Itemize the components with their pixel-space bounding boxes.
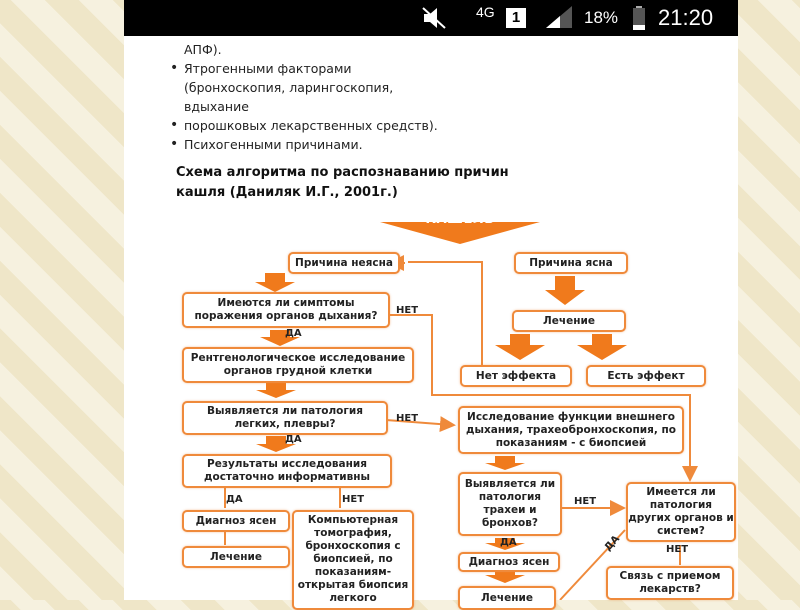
box-no-effect: Нет эффекта xyxy=(460,365,572,387)
label-no-2: НЕТ xyxy=(396,413,419,424)
clock: 21:20 xyxy=(658,5,714,30)
caption-line-2: кашля (Даниляк И.Г., 2001г.) xyxy=(176,185,398,200)
bullet-text: (бронхоскопия, ларингоскопия, xyxy=(184,80,394,95)
box-diagnosis-clear-left: Диагноз ясен xyxy=(182,510,290,532)
box-treatment-top: Лечение xyxy=(512,310,626,332)
label-yes-4: ДА xyxy=(500,537,517,548)
box-lung-pathology: Выявляется ли патология легких, плевры? xyxy=(182,401,388,435)
box-treatment-mid: Лечение xyxy=(458,586,556,610)
bullet-dot-icon: • xyxy=(170,60,179,76)
label-yes-3: ДА xyxy=(226,494,243,505)
cough-title: КАШЕЛЬ xyxy=(425,212,495,227)
box-results-informative: Результаты исследования достаточно информативны xyxy=(182,454,392,488)
box-trachea-pathology: Выявляется ли патология трахеи и бронхов? xyxy=(458,472,562,536)
label-no-5: НЕТ xyxy=(666,544,689,555)
box-respiratory-symptoms: Имеются ли симптомы поражения органов дыхания? xyxy=(182,292,390,328)
box-has-effect: Есть эффект xyxy=(586,365,706,387)
caption-line-1: Схема алгоритма по распознаванию причин xyxy=(176,165,509,180)
box-drug-link: Связь с приемом лекарств? xyxy=(606,566,734,600)
box-respiratory-function: Исследование функции внешнего дыхания, трахеобронхоскопия, по показаниям - с биопсией xyxy=(458,406,684,454)
box-cause-unclear: Причина неясна xyxy=(288,252,400,274)
sim-icon: 1 xyxy=(506,8,526,28)
label-yes-5: ДА xyxy=(602,533,622,554)
box-diagnosis-clear-mid: Диагноз ясен xyxy=(458,552,560,572)
bullet-dot-icon: • xyxy=(170,136,179,152)
box-other-organs: Имеется ли патология других органов и систем? xyxy=(626,482,736,542)
bullet-text: Ятрогенными факторами xyxy=(184,61,352,76)
bullet-text: Психогенными причинами. xyxy=(184,137,363,152)
bullet-text: АПФ). xyxy=(184,42,222,57)
box-ct-biopsy: Компьютерная томография, бронхоскопия с биопсией, по показаниям- открытая биопсия легкого xyxy=(292,510,414,610)
bullet-dot-icon: • xyxy=(170,117,179,133)
box-cause-clear: Причина ясна xyxy=(514,252,628,274)
battery-percent: 18% xyxy=(584,8,619,27)
label-no-4: НЕТ xyxy=(574,496,597,507)
label-no-1: НЕТ xyxy=(396,305,419,316)
bullet-text: вдыхание xyxy=(184,99,249,114)
bullet-text: порошковых лекарственных средств). xyxy=(184,118,438,133)
box-treatment-left: Лечение xyxy=(182,546,290,568)
label-no-3: НЕТ xyxy=(342,494,365,505)
label-yes-1: ДА xyxy=(285,328,302,339)
network-type: 4G xyxy=(476,4,495,20)
label-yes-2: ДА xyxy=(285,434,302,445)
box-xray: Рентгенологическое исследование органов грудной клетки xyxy=(182,347,414,383)
